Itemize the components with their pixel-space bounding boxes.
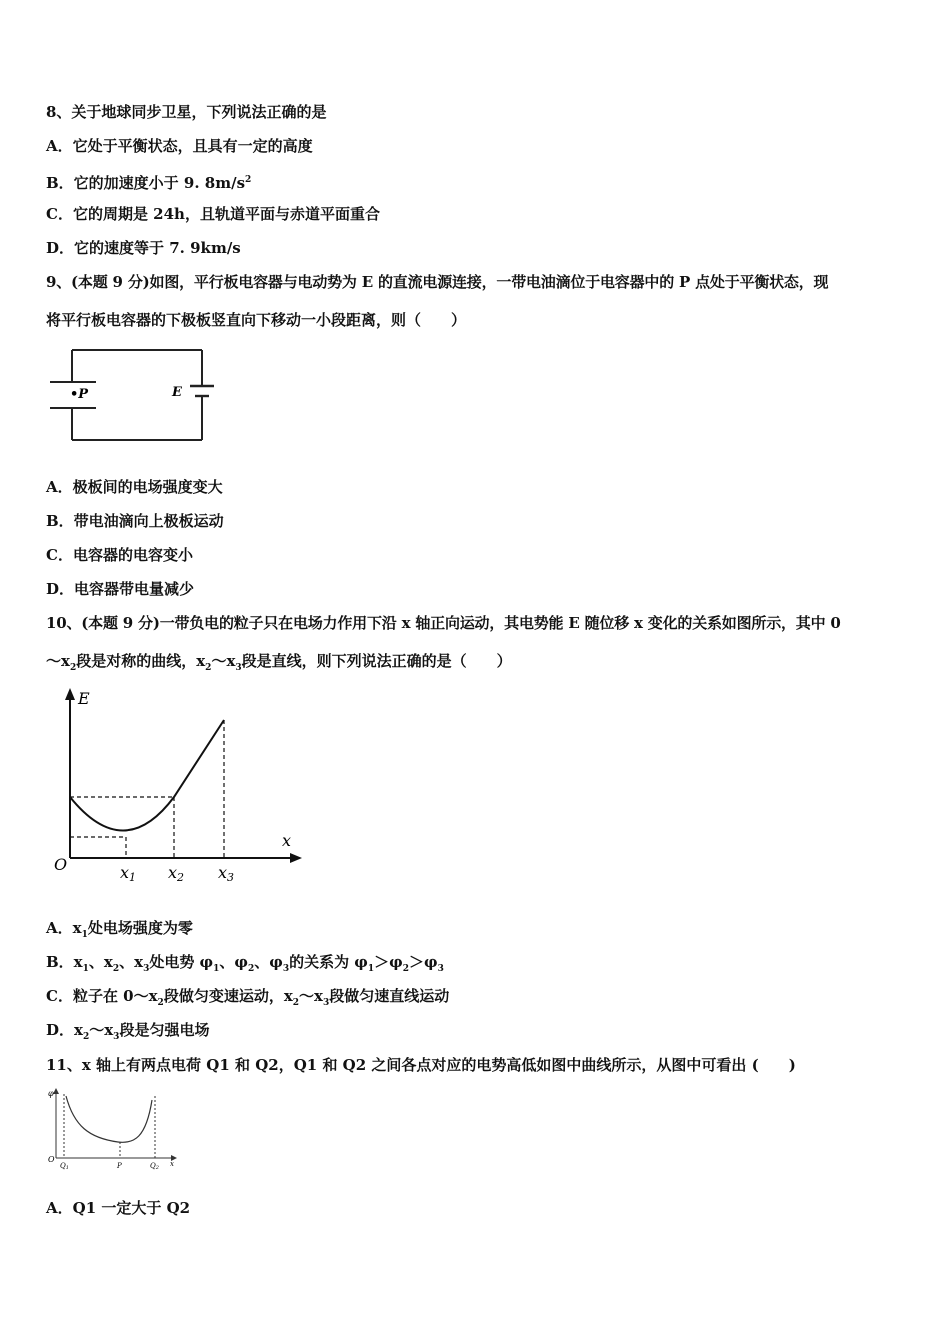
q10-a-t1: A．x: [46, 919, 82, 937]
q10-b-s8: 2: [402, 964, 409, 974]
q8-option-b: [46, 170, 251, 193]
q10-stem-line2: [46, 651, 512, 678]
q10-b-s1: 1: [82, 964, 89, 974]
q9-option-a: A．极板间的电场强度变大: [46, 478, 223, 496]
tick-x2-var: x: [168, 863, 178, 882]
q10-b-s3: 3: [143, 964, 150, 974]
p-tick-label: P: [117, 1162, 122, 1170]
q10-d-t2: ～x: [89, 1021, 114, 1039]
q9-stem-line1: 9、(本题 9 分)如图，平行板电容器与电动势为 E 的直流电源连接，一带电油滴位于电容器中的 P 点处于平衡状态，现: [46, 273, 829, 291]
q10-b-s9: 3: [437, 964, 444, 974]
q10-b-t6: 、φ: [254, 953, 283, 971]
q8-option-b-sup: 2: [245, 175, 252, 185]
q10-stem-t4: 段是直线，则下列说法正确的是（ ）: [241, 652, 512, 670]
q10-d-s2: 3: [113, 1032, 120, 1042]
q10-c-t4: 段做匀速直线运动: [329, 987, 450, 1005]
q8-stem: 8、关于地球同步卫星，下列说法正确的是: [46, 103, 327, 121]
q10-stem-s3: 3: [235, 663, 242, 673]
graph-y-label: E: [78, 689, 90, 708]
q11-stem: 11、x 轴上有两点电荷 Q1 和 Q2，Q1 和 Q2 之间各点对应的电势高低如图中曲线所示，从图中可看出 ( ): [46, 1056, 796, 1074]
q8-option-a: A．它处于平衡状态，且具有一定的高度: [46, 137, 313, 155]
q10-c-t1: C．粒子在 0～x: [46, 987, 158, 1005]
q10-option-a: [46, 918, 193, 945]
tick-x1-label: [120, 863, 136, 884]
q10-option-d: [46, 1020, 209, 1047]
x-axis-label: x: [170, 1160, 174, 1168]
q10-d-s1: 2: [82, 1032, 90, 1042]
q10-c-s3: 3: [322, 998, 330, 1008]
q10-b-s5: 2: [247, 964, 255, 974]
graph-x-label: x: [282, 831, 292, 850]
tick-x1-var: x: [120, 863, 130, 882]
point-p-label: •P: [70, 387, 89, 402]
q10-option-b: [46, 952, 444, 979]
tick-x3-var: x: [218, 863, 228, 882]
q8-option-c: C．它的周期是 24h，且轨道平面与赤道平面重合: [46, 205, 380, 223]
potential-curve-figure: [44, 1086, 190, 1174]
q10-b-t9: ＞φ: [408, 953, 438, 971]
tick-x3-label: [218, 863, 234, 884]
q10-c-s1: 2: [157, 998, 164, 1008]
capacitor-circuit-figure: [44, 344, 224, 446]
q8-option-d: D．它的速度等于 7. 9km/s: [46, 239, 241, 257]
q10-b-t5: 、φ: [219, 953, 248, 971]
q10-b-t2: 、x: [88, 953, 113, 971]
q10-b-s4: 1: [213, 964, 220, 974]
q1-tick-var: Q: [60, 1162, 66, 1170]
q10-d-t1: D．x: [46, 1021, 83, 1039]
q10-option-c: [46, 986, 449, 1013]
q2-tick-label: [150, 1162, 159, 1171]
q10-b-t1: B．x: [46, 953, 83, 971]
tick-x1-sub: 1: [129, 871, 137, 884]
q9-option-c: C．电容器的电容变小: [46, 546, 193, 564]
tick-x2-sub: 2: [177, 871, 185, 884]
q10-a-t2: 处电场强度为零: [87, 919, 193, 937]
q8-option-b-text: B．它的加速度小于 9. 8m/s: [46, 174, 246, 192]
q10-stem-t3: ～x: [211, 652, 236, 670]
q9-option-d: D．电容器带电量减少: [46, 580, 195, 598]
q10-stem-line1: 10、(本题 9 分)一带负电的粒子只在电场力作用下沿 x 轴正向运动，其电势能 E 随位移 x 变化的关系如图所示，其中 0: [46, 614, 841, 632]
q10-b-t8: ＞φ: [374, 953, 403, 971]
q1-tick-label: [60, 1162, 69, 1171]
tick-x3-sub: 3: [227, 871, 235, 884]
q10-b-t7: 的关系为 φ: [289, 953, 368, 971]
q10-b-t4: 处电势 φ: [149, 953, 214, 971]
potential-energy-graph: [48, 684, 310, 886]
q9-option-b: B．带电油滴向上极板运动: [46, 512, 224, 530]
q10-stem-s1: 2: [69, 663, 77, 673]
q10-c-t3: ～x: [299, 987, 323, 1005]
q1-tick-sub: 1: [65, 1165, 69, 1171]
q10-stem-t1: ～x: [46, 652, 70, 670]
emf-e-label: E: [172, 385, 182, 400]
q11-option-a: A．Q1 一定大于 Q2: [46, 1199, 191, 1217]
q10-a-s1: 1: [81, 930, 88, 940]
q10-c-t2: 段做匀变速运动，x: [163, 987, 293, 1005]
phi-axis-label: φ: [48, 1089, 54, 1098]
q10-stem-t2: 段是对称的曲线，x: [76, 652, 206, 670]
graph-origin-label: O: [54, 855, 68, 874]
q9-stem-line2: 将平行板电容器的下极板竖直向下移动一小段距离，则（ ）: [46, 311, 467, 329]
q10-stem-s2: 2: [205, 663, 212, 673]
tick-x2-label: [168, 863, 184, 884]
q10-d-t3: 段是匀强电场: [119, 1021, 210, 1039]
q2-tick-var: Q: [150, 1162, 156, 1170]
q10-c-s2: 2: [292, 998, 300, 1008]
origin-o-label: O: [48, 1155, 55, 1164]
q10-b-s6: 3: [282, 964, 290, 974]
q10-b-s7: 1: [367, 964, 375, 974]
q10-b-t3: 、x: [119, 953, 144, 971]
q10-b-s2: 2: [112, 964, 120, 974]
q2-tick-sub: 2: [155, 1165, 159, 1171]
